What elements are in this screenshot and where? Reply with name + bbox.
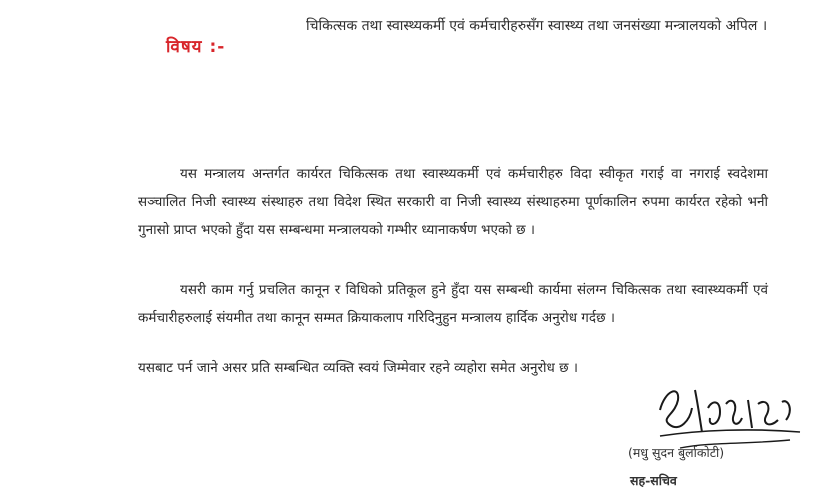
signer-title: सह-सचिव (630, 473, 677, 488)
body-paragraph-3: यसबाट पर्न जाने असर प्रति सम्बन्धित व्यक्ति स्वयं जिम्मेवार रहने व्यहोरा समेत अनुरोध छ । (138, 359, 579, 376)
subject-label: विषय :- (166, 37, 226, 57)
body-paragraph-2: यसरी काम गर्नु प्रचलित कानून र विधिको प्रतिकूल हुने हुँदा यस सम्बन्धी कार्यमा संलग्न चिकित्सक तथा स्वास्थ्यकर्मी एवं कर्मचारीहरुलाई संयमीत तथा कानून सम्मत क्रियाकलाप गरिदिनुहुन मन्त्रालय हार्दिक अनुरोध गर्दछ । (138, 281, 768, 326)
signature-block (600, 370, 829, 495)
handwritten-signature (620, 370, 820, 480)
subject-text: चिकित्सक तथा स्वास्थ्यकर्मी एवं कर्मचारीहरुसँग स्वास्थ्य तथा जनसंख्या मन्त्रालयको अपिल । (306, 18, 768, 34)
signer-name: (मधु सुदन बुर्लाकोटी) (628, 445, 725, 460)
body-paragraph-1: यस मन्त्रालय अन्तर्गत कार्यरत चिकित्सक तथा स्वास्थ्यकर्मी एवं कर्मचारीहरु विदा स्वीकृत गराई वा नगराई स्वदेशमा सञ्चालित निजी स्वास्थ्य संस्थाहरु तथा विदेश स्थित सरकारी वा निजी स्वास्थ्य संस्थाहरुमा पूर्णकालिन रुपमा कार्यरत रहेको भनी गुनासो प्राप्त भएको हुँदा यस सम्बन्धमा मन्त्रालयको गम्भीर ध्यानाकर्षण भएको छ । (138, 165, 768, 238)
